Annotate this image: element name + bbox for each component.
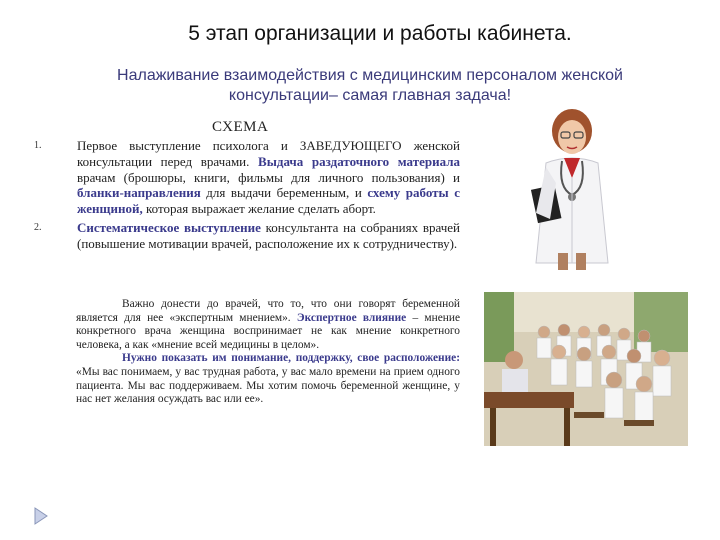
- subtitle-line-2: консультации– самая главная задача!: [228, 87, 512, 104]
- highlighted-text: Экспертное влияние: [296, 311, 407, 324]
- list-item: [34, 138, 460, 217]
- meeting-photo: [484, 292, 688, 446]
- list-item-text: [77, 138, 460, 216]
- list-number: 1.: [34, 140, 42, 151]
- schema-heading: СХЕМА: [212, 119, 269, 135]
- numbered-list: [34, 138, 460, 252]
- paragraph-support: [76, 352, 460, 406]
- triangle-right-icon[interactable]: [31, 506, 51, 526]
- text-run: «Мы вас понимаем, у вас трудная работа, у вас мало времени на прием одного пациента. Мы вас поддерживаем. Мы хотим помочь беременной женщине, у нас нет желания осуждать вас или ее».: [76, 365, 460, 406]
- text-run: – мнение конкретного врача женщина воспринимает не как мнение конкретного человека, а как «мнение всей медицины в целом».: [76, 311, 461, 351]
- subtitle-line-1: Налаживание взаимодействия с медицинским персоналом женской: [117, 67, 623, 84]
- text-run: консультанта на собраниях врачей (повышение мотивации врачей, расположение их к сотрудничеству).: [77, 219, 460, 251]
- highlighted-text: Выдача раздаточного материала: [258, 153, 460, 169]
- paragraph-expert-influence: [76, 298, 460, 352]
- highlighted-text: Нужно показать им понимание, поддержку, свое расположение:: [122, 352, 460, 365]
- slide-title: 5 этап организации и работы кабинета.: [188, 22, 572, 45]
- highlighted-text: бланки-направления: [77, 185, 201, 201]
- text-run: Важно донести до врачей, что то, что они говорят беременной является для нее «экспертным мнением».: [76, 298, 460, 324]
- list-item: [34, 220, 460, 252]
- slide-subtitle: [60, 66, 680, 106]
- highlighted-text: Систематическое выступление: [77, 219, 261, 235]
- body-text: [76, 298, 460, 407]
- list-item-text: [77, 220, 460, 251]
- text-run: для выдачи беременным, и: [200, 185, 368, 201]
- text-run: врачам (брошюры, книги, фильмы для личного пользования) и: [77, 169, 460, 185]
- highlighted-text: схему работы с женщиной,: [77, 185, 461, 217]
- text-run: которая выражает желание сделать аборт.: [142, 201, 376, 217]
- list-number: 2.: [34, 221, 42, 233]
- text-run: Первое выступление психолога и ЗАВЕДУЮЩЕГО женской консультации перед врачами.: [77, 138, 460, 169]
- doctor-photo: [516, 103, 628, 270]
